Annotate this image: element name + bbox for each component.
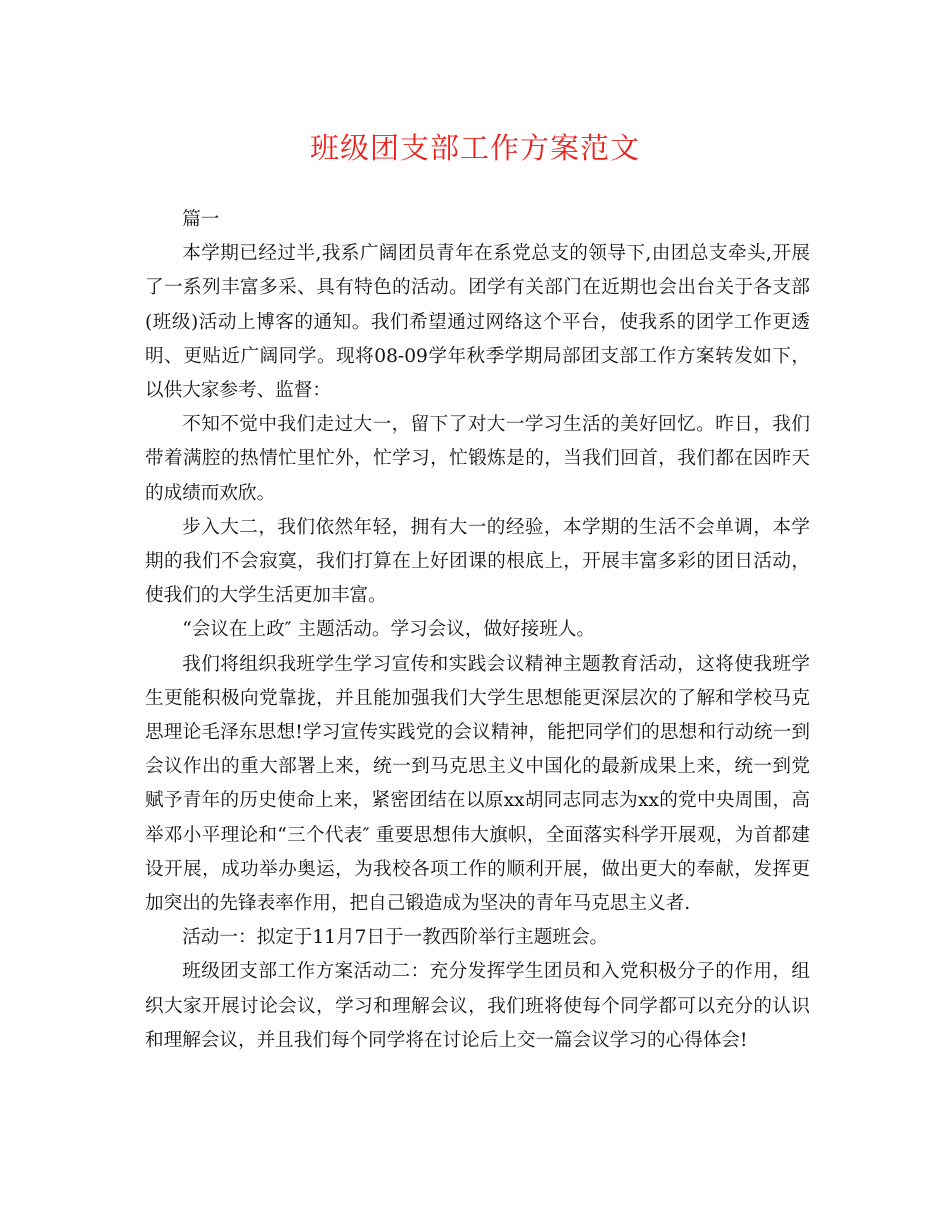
document-title: 班级团支部工作方案范文 <box>309 131 640 165</box>
paragraph: 我们将组织我班学生学习宣传和实践会议精神主题教育活动，这将使我班学生更能积极向党靠拢，并且能加强我们大学生思想能更深层次的了解和学校马克思理论毛泽东思想!学习宣传实践党的会议精神，能把同学们的思想和行动统一到会议作出的重大部署上来，统一到马克思主义中国化的最新成果上来，统一到党赋予青年的历史使命上来，紧密团结在以原xx胡同志同志为xx的党中央周围，高举邓小平理论和“三个代表″ 重要思想伟大旗帜，全面落实科学开展观，为首都建设开展，成功举办奥运，为我校各项工作的顺利开展，做出更大的奉献，发挥更加突出的先锋表率作用，把自己锻造成为坚决的青年马克思主义者. <box>145 653 810 915</box>
section-heading: 篇一 <box>182 209 220 230</box>
paragraph: 本学期已经过半,我系广阔团员青年在系党总支的领导下,由团总支牵头,开展了一系列丰富多采、具有特色的活动。团学有关部门在近期也会出台关于各支部(班级)活动上博客的通知。我们希望通过网络这个平台，使我系的团学工作更透明、更贴近广阔同学。现将08-09学年秋季学期局部团支部工作方案转发如下，以供大家参考、监督： <box>145 243 810 402</box>
paragraph: 不知不觉中我们走过大一，留下了对大一学习生活的美好回忆。昨日，我们带着满腔的热情忙里忙外，忙学习，忙锻炼是的，当我们回首，我们都在因昨天的成绩而欢欣。 <box>145 414 810 504</box>
paragraph: “会议在上政″ 主题活动。学习会议，做好接班人。 <box>182 619 596 641</box>
paragraph: 班级团支部工作方案活动二：充分发挥学生团员和入党积极分子的作用，组织大家开展讨论会议，学习和理解会议，我们班将使每个同学都可以充分的认识和理解会议，并且我们每个同学将在讨论后上交一篇会议学习的心得体会! <box>145 961 810 1051</box>
paragraph: 步入大二，我们依然年轻，拥有大一的经验，本学期的生活不会单调，本学期的我们不会寂寞，我们打算在上好团课的根底上，开展丰富多彩的团日活动，使我们的大学生活更加丰富。 <box>145 516 810 607</box>
document-body <box>145 203 810 1058</box>
paragraph: 活动一：拟定于11月7日于一教西阶举行主题班会。 <box>182 927 609 949</box>
